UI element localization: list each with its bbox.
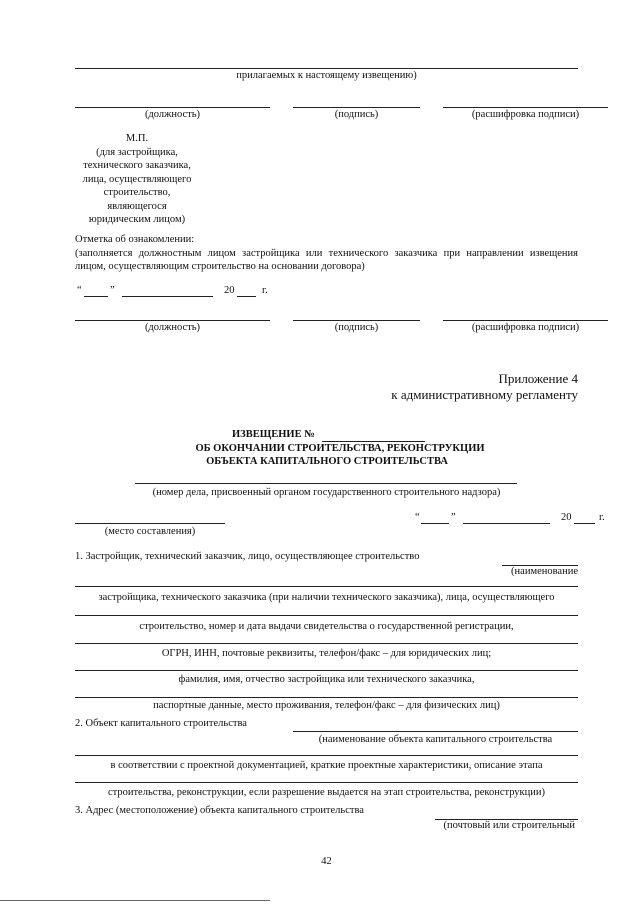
notice-date-close-quote: ” <box>451 512 456 523</box>
notice-title: ИЗВЕЩЕНИЕ № <box>232 429 315 440</box>
section-2-fill-line <box>75 782 578 783</box>
stamp-mark: М.П. <box>125 133 149 144</box>
appendix-title: Приложение 4 <box>498 371 578 386</box>
stamp-note-line: строительство, <box>103 187 171 198</box>
acknowledgement-date-open-quote: “ <box>77 285 82 296</box>
section-2-fill-line <box>75 755 578 756</box>
page-number: 42 <box>321 856 332 867</box>
section-1-fill-line <box>75 670 578 671</box>
signature-row-1-position-label: (должность) <box>144 109 201 120</box>
notice-number-blank <box>322 441 425 442</box>
acknowledgement-date-year-blank <box>237 296 256 297</box>
stamp-note-line: юридическим лицом) <box>88 214 186 225</box>
case-number-hint: (номер дела, присвоенный органом государственного строительного надзора) <box>152 487 501 498</box>
place-hint: (место составления) <box>104 526 196 537</box>
notice-date-year-blank <box>574 523 595 524</box>
section-1-fill-line <box>75 697 578 698</box>
section-1-fill-line <box>75 586 578 587</box>
acknowledgement-date-close-quote: ” <box>110 285 115 296</box>
scan-edge-line <box>0 900 270 901</box>
notice-date-year-suffix: г. <box>599 512 605 523</box>
stamp-note-line: являющегося <box>107 201 167 212</box>
notice-subtitle-line: ОБ ОКОНЧАНИИ СТРОИТЕЛЬСТВА, РЕКОНСТРУКЦИИ <box>195 443 485 454</box>
acknowledgement-date-year-suffix: г. <box>262 285 268 296</box>
notice-date-month-blank <box>463 523 550 524</box>
acknowledgement-date-year-prefix: 20 <box>224 285 235 296</box>
stamp-note-line: технического заказчика, <box>83 160 191 171</box>
notice-date-day-blank <box>421 523 449 524</box>
signature-row-1-decoding-label: (расшифровка подписи) <box>471 109 580 120</box>
stamp-note-line: (для застройщика, <box>96 147 178 158</box>
signature-row-2-signature-label: (подпись) <box>334 322 379 333</box>
acknowledgement-note-line: лицом, осуществляющим строительство на основании договора) <box>75 261 365 272</box>
continuation-underline <box>75 68 578 69</box>
acknowledgement-title: Отметка об ознакомлении: <box>75 234 195 245</box>
section-1-fill-line <box>75 643 578 644</box>
section-1-hint-line: ОГРН, ИНН, почтовые реквизиты, телефон/факс – для юридических лиц; <box>161 648 492 659</box>
section-1-fill-line <box>75 615 578 616</box>
appendix-subtitle: к административному регламенту <box>391 387 578 402</box>
section-1-hint-line: застройщика, технического заказчика (при наличии технического заказчика), лица, осуществляющего <box>98 592 555 603</box>
signature-row-1-signature-line <box>293 107 420 108</box>
section-2-fill-line <box>293 731 578 732</box>
signature-row-1-signature-label: (подпись) <box>334 109 379 120</box>
notice-date-year-prefix: 20 <box>561 512 572 523</box>
section-1-hint-line: паспортные данные, место проживания, телефон/факс – для физических лиц) <box>153 700 500 711</box>
notice-date-open-quote: “ <box>415 512 420 523</box>
section-2-heading: 2. Объект капитального строительства <box>75 718 247 729</box>
stamp-note-line: лица, осуществляющего <box>82 174 192 185</box>
section-2-hint-line: строительства, реконструкции, если разрешение выдается на этап строительства, реконструкции) <box>107 787 546 798</box>
section-2-hint-line: в соответствии с проектной документацией, краткие проектные характеристики, описание этапа <box>110 760 543 771</box>
signature-row-2-position-label: (должность) <box>144 322 201 333</box>
place-line <box>75 523 225 524</box>
section-2-hint-start: (наименование объекта капитального строительства <box>318 734 553 745</box>
section-1-hint-start: (наименование <box>511 566 578 577</box>
section-1-hint-line: строительство, номер и дата выдачи свидетельства о государственной регистрации, <box>139 621 514 632</box>
acknowledgement-date-month-blank <box>122 296 213 297</box>
signature-row-2-decoding-line <box>443 320 608 321</box>
case-number-line <box>135 483 517 484</box>
section-3-heading: 3. Адрес (местоположение) объекта капитального строительства <box>75 805 364 816</box>
signature-row-2-signature-line <box>293 320 420 321</box>
acknowledgement-date-day-blank <box>84 296 108 297</box>
signature-row-1-position-line <box>75 107 270 108</box>
continuation-text: прилагаемых к настоящему извещению) <box>236 70 417 81</box>
signature-row-1-decoding-line <box>443 107 608 108</box>
acknowledgement-note-line: (заполняется должностным лицом застройщика или технического заказчика при направлении извещения <box>75 248 578 259</box>
notice-subtitle-line: ОБЪЕКТА КАПИТАЛЬНОГО СТРОИТЕЛЬСТВА <box>206 456 448 467</box>
section-1-heading: 1. Застройщик, технический заказчик, лицо, осуществляющее строительство <box>75 551 420 562</box>
signature-row-2-decoding-label: (расшифровка подписи) <box>471 322 580 333</box>
section-1-hint-line: фамилия, имя, отчество застройщика или технического заказчика, <box>178 674 475 685</box>
section-3-hint-start: (почтовый или строительный <box>443 820 575 831</box>
signature-row-2-position-line <box>75 320 270 321</box>
